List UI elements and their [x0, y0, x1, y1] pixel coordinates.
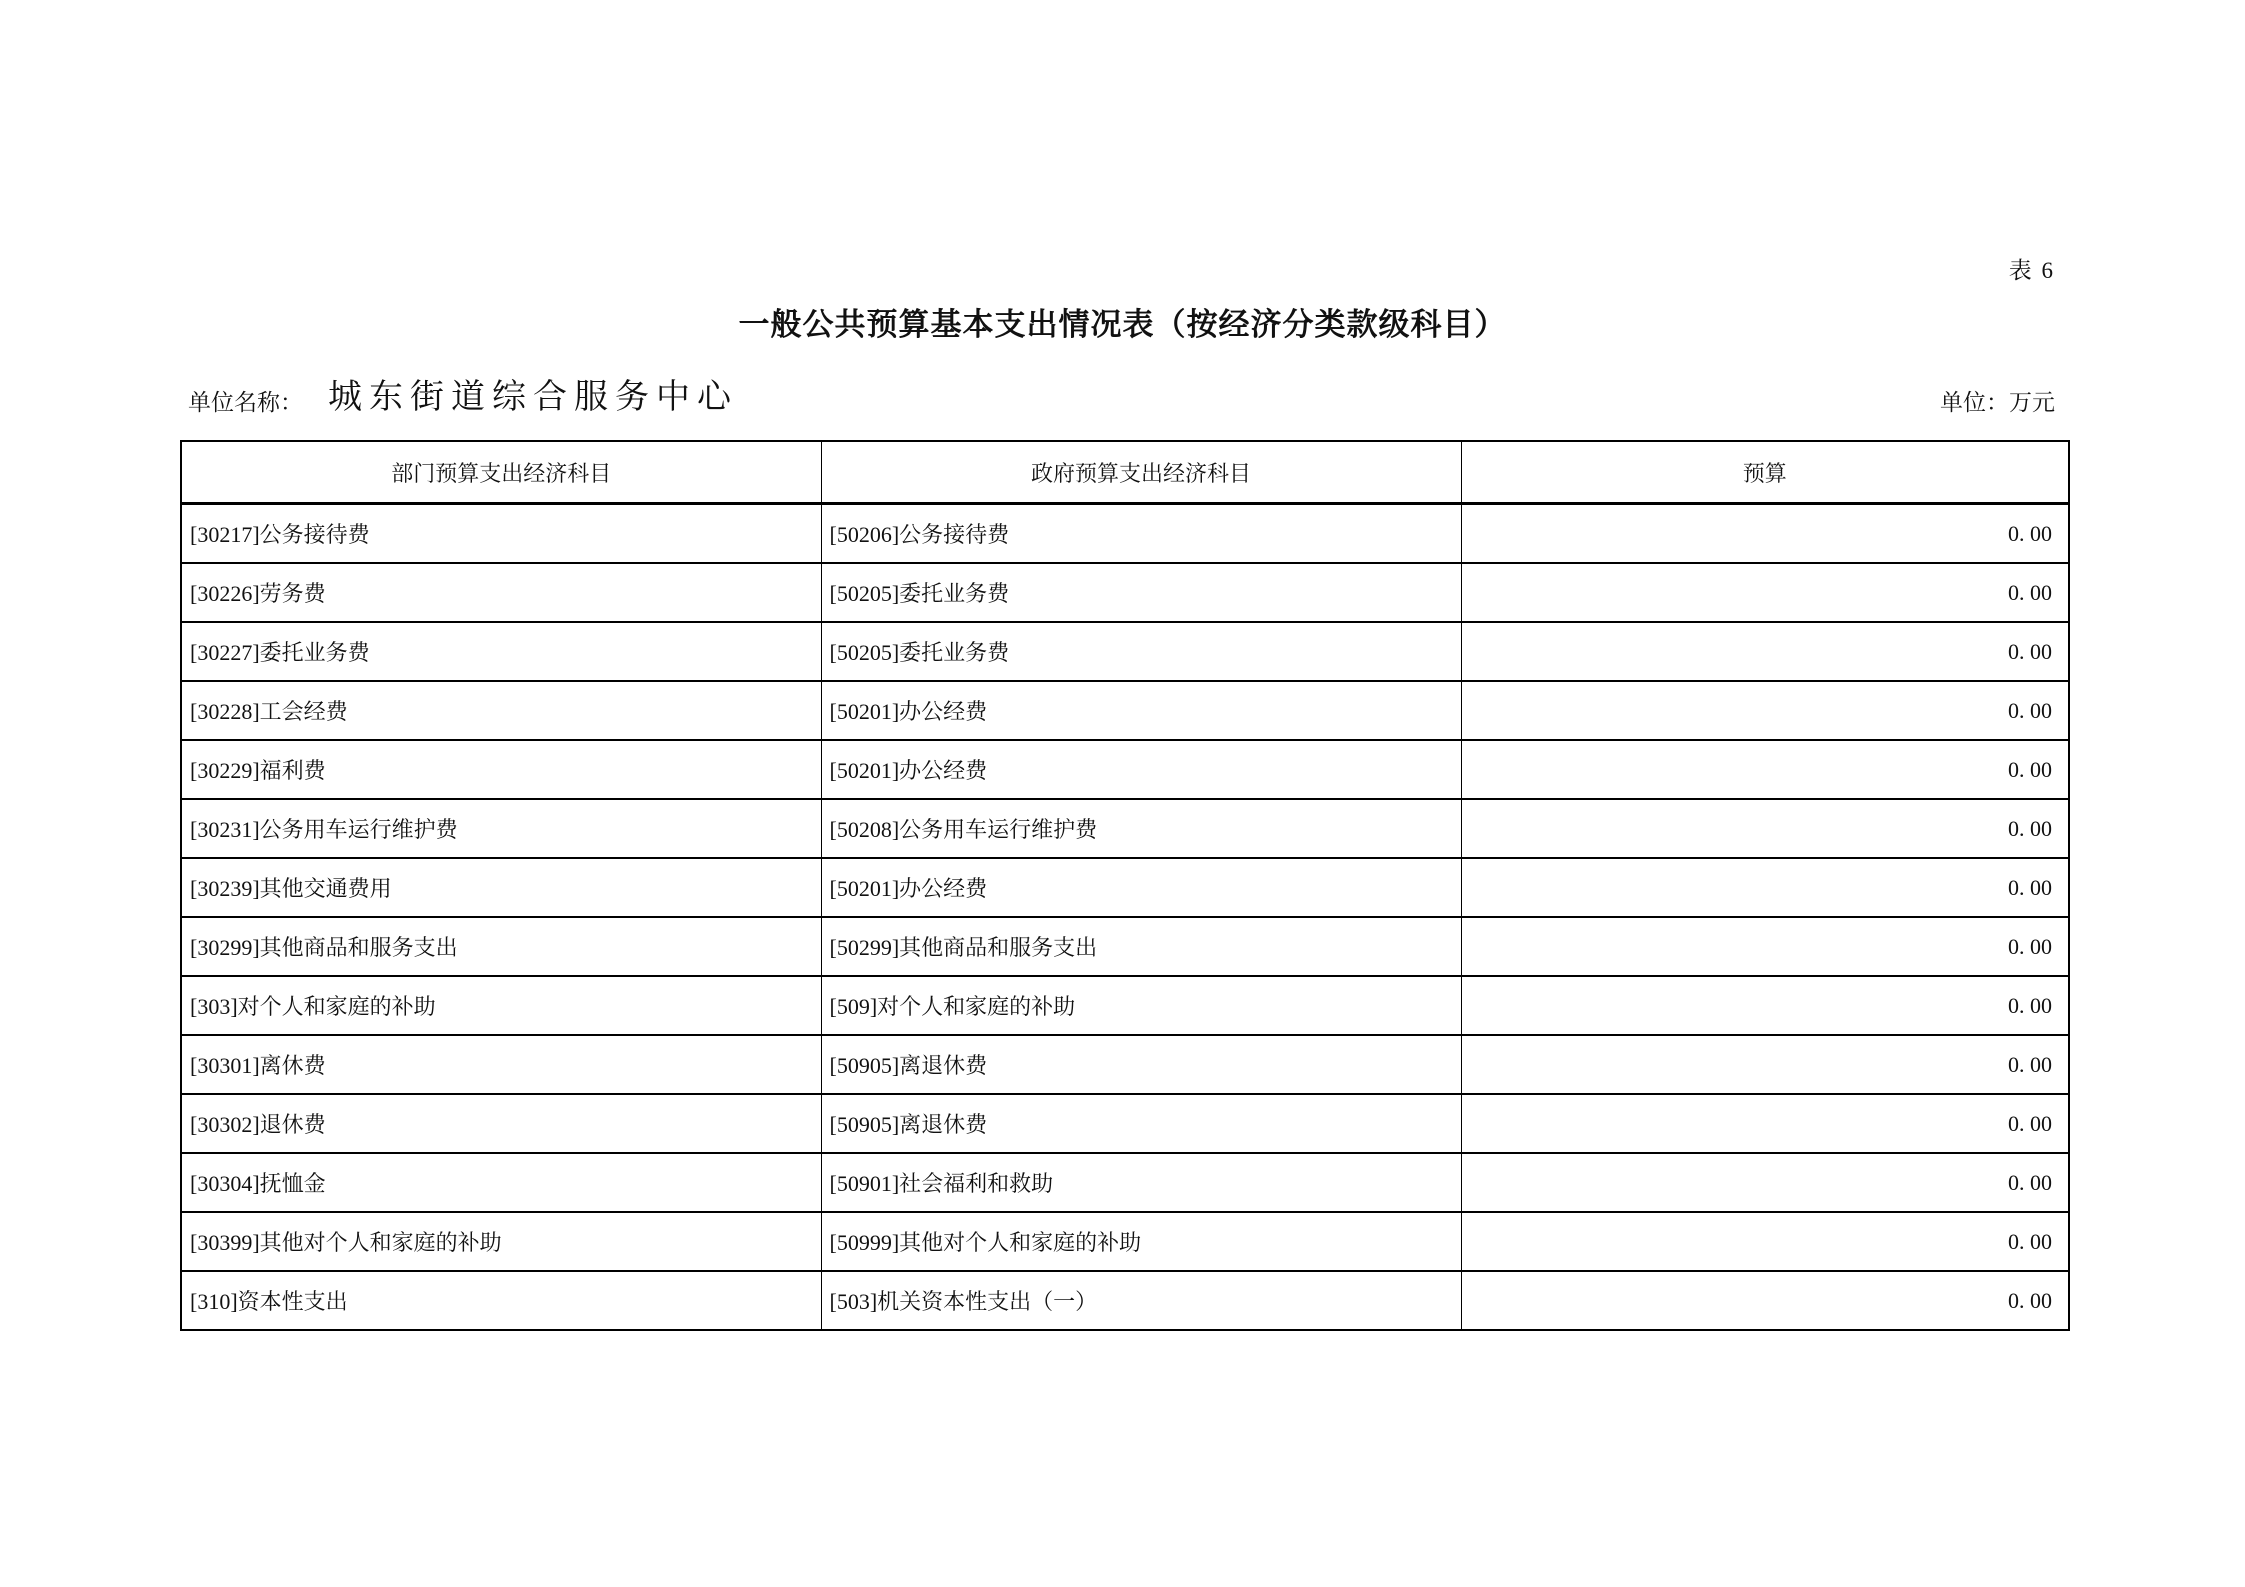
dept-subject-cell: [310]资本性支出: [181, 1271, 821, 1330]
budget-value-cell: 0. 00: [1461, 1271, 2069, 1330]
gov-subject-cell: [50205]委托业务费: [821, 622, 1461, 681]
dept-subject-cell: [30231]公务用车运行维护费: [181, 799, 821, 858]
table-row: [181, 622, 2069, 681]
dept-subject-cell: [30239]其他交通费用: [181, 858, 821, 917]
dept-subject-cell: [30228]工会经费: [181, 681, 821, 740]
gov-subject-cell: [50999]其他对个人和家庭的补助: [821, 1212, 1461, 1271]
page-title: 一般公共预算基本支出情况表（按经济分类款级科目）: [738, 307, 1507, 342]
gov-subject-cell: [50201]办公经费: [821, 681, 1461, 740]
dept-subject-cell: [30304]抚恤金: [181, 1153, 821, 1212]
budget-table: [180, 440, 2070, 1331]
gov-subject-cell: [50208]公务用车运行维护费: [821, 799, 1461, 858]
budget-value-cell: 0. 00: [1461, 1035, 2069, 1094]
gov-subject-cell: [50201]办公经费: [821, 858, 1461, 917]
table-row: [181, 976, 2069, 1035]
header-row: [181, 441, 2069, 504]
budget-value-cell: 0. 00: [1461, 858, 2069, 917]
dept-subject-cell: [303]对个人和家庭的补助: [181, 976, 821, 1035]
gov-subject-cell: [50299]其他商品和服务支出: [821, 917, 1461, 976]
currency-unit-label: 单位：万元: [1940, 390, 2055, 415]
gov-subject-cell: [503]机关资本性支出（一）: [821, 1271, 1461, 1330]
column-header-budget: 预算: [1461, 441, 2069, 504]
unit-name-value: 城东街道综合服务中心: [328, 379, 738, 416]
table-row: [181, 799, 2069, 858]
gov-subject-cell: [509]对个人和家庭的补助: [821, 976, 1461, 1035]
dept-subject-cell: [30217]公务接待费: [181, 504, 821, 564]
dept-subject-cell: [30229]福利费: [181, 740, 821, 799]
gov-subject-cell: [50905]离退休费: [821, 1035, 1461, 1094]
column-header-gov-subject: 政府预算支出经济科目: [821, 441, 1461, 504]
budget-value-cell: 0. 00: [1461, 504, 2069, 564]
budget-value-cell: 0. 00: [1461, 917, 2069, 976]
dept-subject-cell: [30226]劳务费: [181, 563, 821, 622]
budget-value-cell: 0. 00: [1461, 976, 2069, 1035]
dept-subject-cell: [30399]其他对个人和家庭的补助: [181, 1212, 821, 1271]
table-row: [181, 504, 2069, 564]
gov-subject-cell: [50206]公务接待费: [821, 504, 1461, 564]
table-row: [181, 917, 2069, 976]
budget-value-cell: 0. 00: [1461, 799, 2069, 858]
column-header-dept-subject: 部门预算支出经济科目: [181, 441, 821, 504]
dept-subject-cell: [30227]委托业务费: [181, 622, 821, 681]
dept-subject-cell: [30301]离休费: [181, 1035, 821, 1094]
budget-value-cell: 0. 00: [1461, 681, 2069, 740]
table-number-label: 表 6: [2008, 258, 2055, 283]
budget-value-cell: 0. 00: [1461, 563, 2069, 622]
table-row: [181, 1094, 2069, 1153]
budget-value-cell: 0. 00: [1461, 622, 2069, 681]
table-row: [181, 1153, 2069, 1212]
budget-value-cell: 0. 00: [1461, 1094, 2069, 1153]
gov-subject-cell: [50201]办公经费: [821, 740, 1461, 799]
gov-subject-cell: [50901]社会福利和救助: [821, 1153, 1461, 1212]
budget-value-cell: 0. 00: [1461, 740, 2069, 799]
dept-subject-cell: [30299]其他商品和服务支出: [181, 917, 821, 976]
budget-table-header: [181, 441, 2069, 504]
table-row: [181, 1271, 2069, 1330]
table-row: [181, 1035, 2069, 1094]
table-row: [181, 740, 2069, 799]
budget-value-cell: 0. 00: [1461, 1153, 2069, 1212]
budget-value-cell: 0. 00: [1461, 1212, 2069, 1271]
table-row: [181, 1212, 2069, 1271]
dept-subject-cell: [30302]退休费: [181, 1094, 821, 1153]
gov-subject-cell: [50205]委托业务费: [821, 563, 1461, 622]
unit-name-label: 单位名称：: [188, 390, 303, 415]
table-row: [181, 858, 2069, 917]
table-row: [181, 681, 2069, 740]
table-row: [181, 563, 2069, 622]
budget-table-body: [181, 504, 2069, 1331]
gov-subject-cell: [50905]离退休费: [821, 1094, 1461, 1153]
